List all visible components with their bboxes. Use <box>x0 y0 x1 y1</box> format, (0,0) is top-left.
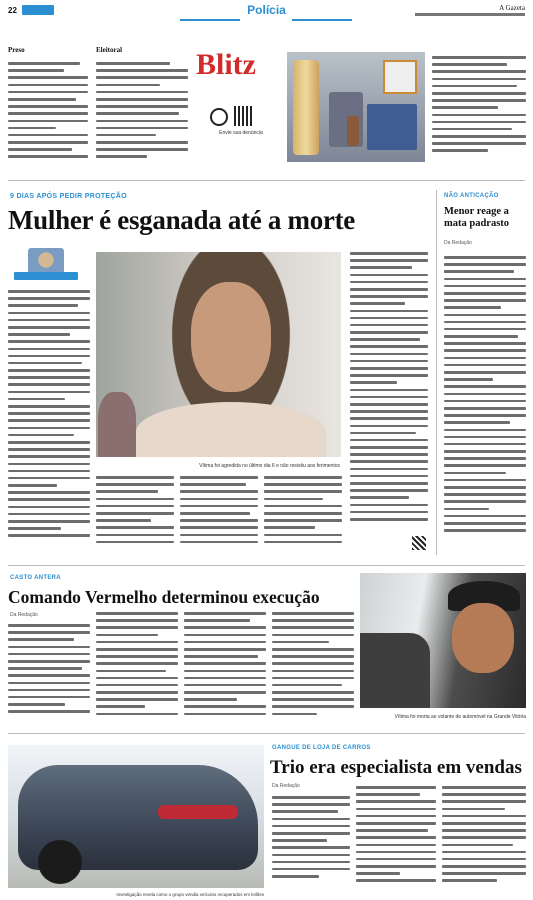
car-photo <box>8 745 264 888</box>
author-badge <box>14 272 78 280</box>
top-col1-text <box>8 62 88 170</box>
story2-col4 <box>272 612 354 724</box>
page-number: 22 <box>8 6 17 15</box>
story3-photo-caption: Investigação revela como o grupo vendia veículos recuperados em leilões <box>116 892 264 897</box>
photo-person-left <box>98 392 136 457</box>
story2-byline: Da Redação <box>10 612 38 618</box>
top-col2-text <box>96 62 188 170</box>
whatsapp-icon <box>210 108 228 126</box>
story1-col2 <box>96 476 174 552</box>
section-divider-2 <box>8 733 525 734</box>
photo-face <box>191 282 271 392</box>
story3-col1 <box>272 796 350 892</box>
photo-seat <box>360 633 430 708</box>
top-col2-title: Eleitoral <box>96 46 123 54</box>
story2-headline: Comando Vermelho determinou execução <box>8 587 320 607</box>
sidebar-byline: Da Redação <box>444 240 472 246</box>
story1-headline: Mulher é esganada até a morte <box>8 205 355 235</box>
top-col2 <box>96 46 188 166</box>
story1-col5 <box>350 252 428 532</box>
section-title: Polícia <box>247 3 286 17</box>
blitz-caption: Envie sua denúncia <box>219 130 263 136</box>
photo-bottle <box>293 60 319 155</box>
sidebar-kicker: NÃO ANTICAÇÃO <box>444 193 499 199</box>
story2-photo-caption: Vítima foi morta ao volante de automóvel na Grande Vitória <box>394 714 526 720</box>
story2-col2 <box>96 612 178 724</box>
suspect-photo <box>360 573 526 708</box>
seized-items-photo <box>287 52 425 162</box>
header-date <box>415 13 525 16</box>
photo-item <box>347 116 359 146</box>
qr-code-icon <box>234 106 254 126</box>
photo-package <box>367 104 417 150</box>
photo-man-face <box>452 603 514 673</box>
page-header <box>0 0 533 24</box>
header-rule-left <box>180 19 240 21</box>
header-rule-right <box>292 19 352 21</box>
story3-col3 <box>442 786 526 892</box>
story1-col3 <box>180 476 258 552</box>
story1-col4 <box>264 476 342 552</box>
section-divider-1 <box>8 565 525 566</box>
story1-qr-icon <box>412 536 426 550</box>
sidebar-headline: Menor reage a mata padrasto <box>444 206 510 229</box>
story1-kicker: 9 DIAS APÓS PEDIR PROTEÇÃO <box>10 193 127 200</box>
story3-kicker: GANGUE DE LOJA DE CARROS <box>272 745 371 751</box>
story3-headline: Trio era especialista em vendas <box>270 757 522 778</box>
story2-kicker: CASTO ANTERA <box>10 575 61 581</box>
photo-shoulder <box>136 402 326 457</box>
victim-photo <box>96 252 341 457</box>
story3-byline: Da Redação <box>272 783 300 789</box>
sidebar-divider <box>436 190 437 555</box>
top-col1-title: Preso <box>8 46 25 54</box>
story2-col1 <box>8 624 90 724</box>
story1-col1 <box>8 290 90 550</box>
top-col1 <box>8 46 88 166</box>
sidebar-text <box>444 256 526 546</box>
photo-wheel <box>38 840 82 884</box>
blitz-logo: Blitz <box>196 48 256 81</box>
story3-col2 <box>356 786 436 892</box>
blitz-box <box>196 50 278 150</box>
top-divider <box>8 180 525 181</box>
photo-taillight <box>158 805 238 819</box>
story2-col3 <box>184 612 266 724</box>
brand-name: A Gazeta <box>499 4 525 12</box>
photo-sign <box>383 60 417 94</box>
top-col4-text <box>432 56 526 162</box>
story1-photo-caption: Vítima foi agredida no último dia 6 e não resistiu aos ferimentos <box>199 463 340 469</box>
